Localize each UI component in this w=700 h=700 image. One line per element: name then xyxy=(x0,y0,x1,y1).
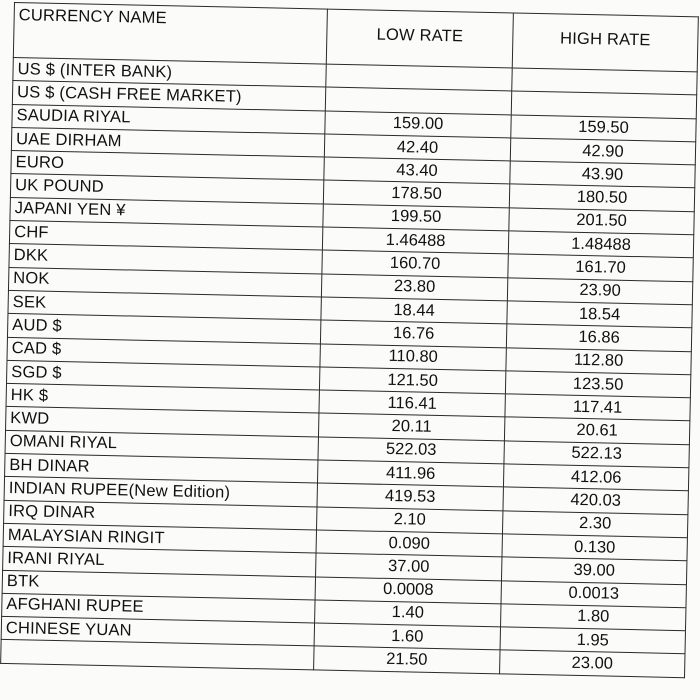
low-rate-cell: 411.96 xyxy=(317,460,503,487)
currency-name-cell: IRANI RIYAL xyxy=(3,547,316,577)
high-rate-cell: 20.61 xyxy=(504,417,689,444)
high-rate-cell: 1.48488 xyxy=(508,231,693,258)
currency-name-cell: UAE DIRHAM xyxy=(11,127,324,157)
currency-name-cell: US $ (CASH FREE MARKET) xyxy=(12,81,325,111)
low-rate-cell: 159.00 xyxy=(325,111,511,138)
high-rate-cell: 180.50 xyxy=(509,184,694,211)
rate-sheet xyxy=(0,2,700,678)
high-rate-cell: 16.86 xyxy=(506,324,691,351)
low-rate-cell: 110.80 xyxy=(320,344,506,371)
low-rate-header: LOW RATE xyxy=(326,9,513,68)
high-rate-cell: 0.0013 xyxy=(501,580,686,607)
low-rate-cell: 43.40 xyxy=(324,157,510,184)
currency-name-cell: UK POUND xyxy=(10,174,323,204)
high-rate-cell: 1.80 xyxy=(501,604,686,631)
high-rate-cell: 39.00 xyxy=(501,557,686,584)
low-rate-cell: 0.090 xyxy=(316,530,502,557)
low-rate-cell: 178.50 xyxy=(323,181,509,208)
high-rate-cell: 123.50 xyxy=(505,371,690,398)
low-rate-cell: 23.80 xyxy=(321,274,507,301)
currency-name-cell: OMANI RIYAL xyxy=(5,430,318,460)
currency-name-cell: IRQ DINAR xyxy=(4,500,317,530)
low-rate-cell: 2.10 xyxy=(317,507,503,534)
currency-name-cell: AFGHANI RUPEE xyxy=(2,593,315,623)
currency-name-cell: JAPANI YEN ¥ xyxy=(10,197,323,227)
low-rate-cell: 160.70 xyxy=(322,250,508,277)
low-rate-cell: 21.50 xyxy=(314,646,500,673)
high-rate-cell: 161.70 xyxy=(508,254,693,281)
high-rate-cell: 522.13 xyxy=(504,441,689,468)
currency-name-cell: BH DINAR xyxy=(5,453,318,483)
currency-name-cell: CHINESE YUAN xyxy=(1,617,314,647)
low-rate-cell: 419.53 xyxy=(317,483,503,510)
currency-name-cell: CAD $ xyxy=(7,337,320,367)
currency-name-cell: DKK xyxy=(9,244,322,274)
low-rate-cell: 121.50 xyxy=(319,367,505,394)
currency-name-cell: KWD xyxy=(6,407,319,437)
high-rate-cell: 42.90 xyxy=(510,138,695,165)
low-rate-cell: 1.40 xyxy=(315,600,501,627)
currency-name-cell: SEK xyxy=(8,290,321,320)
currency-name-header: CURRENCY NAME xyxy=(13,3,327,65)
high-rate-cell: 2.30 xyxy=(502,510,687,537)
high-rate-header: HIGH RATE xyxy=(512,13,698,72)
low-rate-cell: 116.41 xyxy=(319,390,505,417)
currency-name-cell: HK $ xyxy=(6,384,319,414)
currency-name-cell: NOK xyxy=(8,267,321,297)
high-rate-cell: 117.41 xyxy=(505,394,690,421)
low-rate-cell: 1.60 xyxy=(314,623,500,650)
low-rate-cell: 522.03 xyxy=(318,437,504,464)
low-rate-cell: 42.40 xyxy=(324,134,510,161)
high-rate-cell: 1.95 xyxy=(500,627,685,654)
low-rate-cell: 0.0008 xyxy=(315,576,501,603)
low-rate-cell: 20.11 xyxy=(318,413,504,440)
currency-name-cell: BTK xyxy=(2,570,315,600)
high-rate-cell: 0.130 xyxy=(502,534,687,561)
currency-name-cell: AUD $ xyxy=(7,314,320,344)
low-rate-cell: 16.76 xyxy=(320,320,506,347)
high-rate-cell: 112.80 xyxy=(506,347,691,374)
high-rate-cell: 23.90 xyxy=(507,278,692,305)
high-rate-cell: 23.00 xyxy=(500,650,685,677)
currency-name-cell: SAUDIA RIYAL xyxy=(12,104,325,134)
low-rate-cell: 1.46488 xyxy=(322,227,508,254)
low-rate-cell: 18.44 xyxy=(321,297,507,324)
currency-name-cell: CHF xyxy=(9,221,322,251)
currency-name-cell: EURO xyxy=(11,151,324,181)
currency-rate-table xyxy=(0,2,699,678)
currency-name-cell: US $ (INTER BANK) xyxy=(13,57,326,87)
currency-name-cell: INDIAN RUPEE(New Edition) xyxy=(4,477,317,507)
high-rate-cell: 159.50 xyxy=(511,115,696,142)
currency-name-cell: MALAYSIAN RINGIT xyxy=(3,523,316,553)
currency-name-cell: SGD $ xyxy=(7,360,320,390)
high-rate-cell: 201.50 xyxy=(509,208,694,235)
low-rate-cell: 199.50 xyxy=(323,204,509,231)
high-rate-cell: 43.90 xyxy=(510,161,695,188)
high-rate-cell: 420.03 xyxy=(503,487,688,514)
low-rate-cell: 37.00 xyxy=(316,553,502,580)
table-body xyxy=(1,57,698,677)
high-rate-cell: 412.06 xyxy=(503,464,688,491)
high-rate-cell: 18.54 xyxy=(507,301,692,328)
